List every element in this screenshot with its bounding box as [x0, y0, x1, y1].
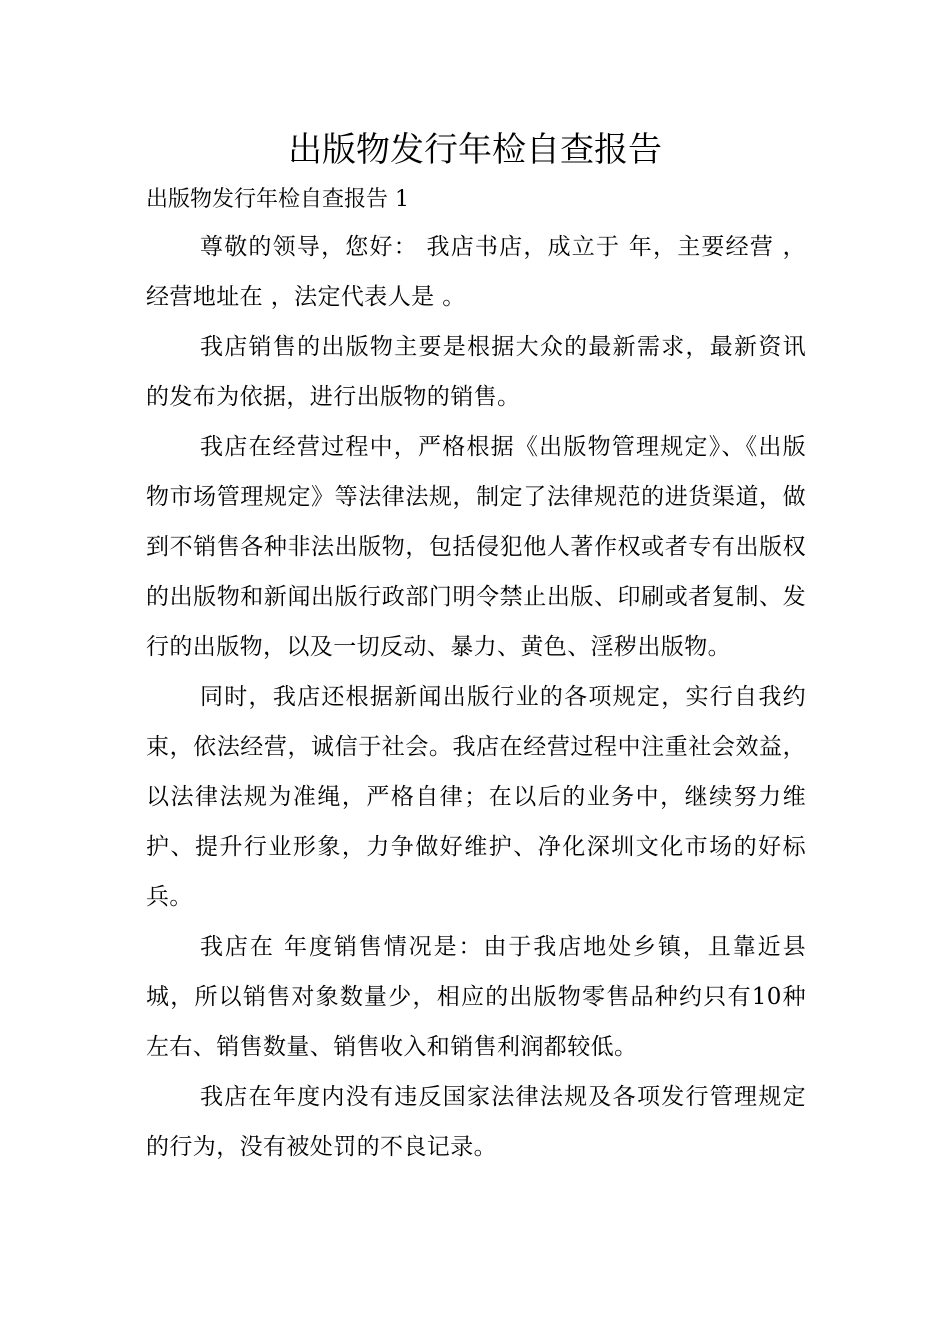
document-subtitle: 出版物发行年检自查报告 1	[146, 187, 409, 212]
paragraph-regulations: 我店在经营过程中，严格根据《出版物管理规定》、《出版物市场管理规定》等法律法规，制定了法律规范的进货渠道，做到不销售各种非法出版物，包括侵犯他人著作权或者专有出版权的出版物和新闻出版行政部门明令禁止出版、印刷或者复制、发行的出版物，以及一切反动、暴力、黄色、淫秽出版物。	[146, 434, 806, 660]
document-body	[146, 222, 806, 1172]
paragraph-annual-sales: 我店在 年度销售情况是：由于我店地处乡镇，且靠近县城，所以销售对象数量少，相应的出版物零售品种约只有10种左右、销售数量、销售收入和销售利润都较低。	[146, 934, 806, 1060]
paragraph-self-discipline: 同时，我店还根据新闻出版行业的各项规定，实行自我约束，依法经营，诚信于社会。我店在经营过程中注重社会效益，以法律法规为准绳，严格自律；在以后的业务中，继续努力维护、提升行业形象，力争做好维护、净化深圳文化市场的好标兵。	[146, 684, 806, 910]
paragraph-compliance: 我店在年度内没有违反国家法律法规及各项发行管理规定的行为，没有被处罚的不良记录。	[146, 1084, 806, 1160]
paragraph-greeting: 尊敬的领导，您好： 我店书店，成立于 年，主要经营 ，经营地址在 ，法定代表人是 。	[146, 234, 806, 310]
document-title: 出版物发行年检自查报告	[288, 130, 662, 170]
paragraph-sales-basis: 我店销售的出版物主要是根据大众的最新需求，最新资讯的发布为依据，进行出版物的销售。	[146, 334, 806, 410]
